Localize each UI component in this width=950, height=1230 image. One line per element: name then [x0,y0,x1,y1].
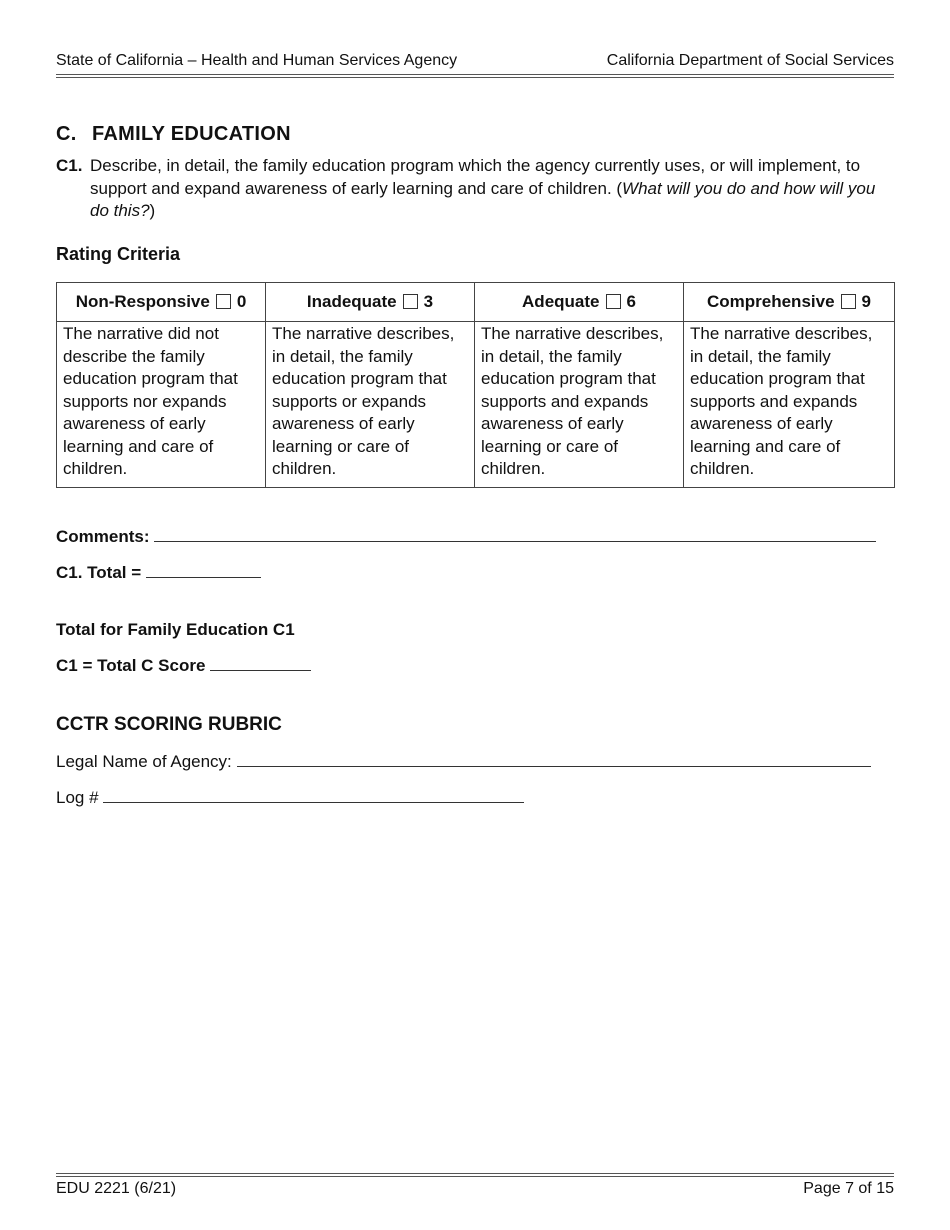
question-number: C1. [56,156,83,175]
rating-description-comprehensive: The narrative describes, in detail, the family education program that supports and expands awareness of early learning and care of children. [684,322,895,488]
total-c-score-row [56,656,311,676]
header-department: California Department of Social Services [606,52,894,69]
comments-field[interactable] [154,527,876,542]
rating-table [56,282,895,488]
rating-label: Adequate [522,292,600,311]
c1-total-field[interactable] [146,563,261,578]
log-number-field[interactable] [103,788,524,803]
rating-score: 6 [626,292,636,311]
page-footer [56,1180,894,1198]
section-letter: C. [56,123,77,145]
total-c-score-field[interactable] [210,656,311,671]
rating-header-inadequate [266,283,475,322]
rating-label: Non-Responsive [75,292,210,311]
agency-name-label: Legal Name of Agency: [56,752,232,771]
score-checkbox-nonresponsive[interactable] [216,294,231,309]
header-agency: State of California – Health and Human Services Agency [56,52,458,69]
rating-header-nonresponsive [57,283,266,322]
section-name: FAMILY EDUCATION [92,123,291,145]
comments-label: Comments: [56,527,150,546]
c1-total-label: C1. Total = [56,563,142,582]
form-number: EDU 2221 (6/21) [56,1180,177,1197]
question-c1 [56,155,894,223]
log-number-row [56,788,524,808]
score-checkbox-comprehensive[interactable] [841,294,856,309]
score-checkbox-adequate[interactable] [606,294,621,309]
rating-score: 9 [861,292,871,311]
header-rule [56,74,894,78]
c1-total-row [56,563,261,583]
rating-header-adequate [475,283,684,322]
question-body: Describe, in detail, the family education program which the agency currently uses, or will implement, to support and expand awareness of early learning and care of children. ( [90,156,861,198]
rating-description-inadequate: The narrative describes, in detail, the family education program that supports or expands awareness of early learning or care of children. [266,322,475,488]
rating-header-row [57,283,895,322]
question-italic: What will you do and how will you do this? [90,178,876,220]
question-close: ) [149,201,156,220]
footer-rule [56,1173,894,1177]
comments-row [56,527,876,547]
rating-label: Comprehensive [706,292,835,311]
cctr-rubric-title: CCTR SCORING RUBRIC [56,714,282,735]
page-number: Page 7 of 15 [803,1180,894,1197]
rating-description-nonresponsive: The narrative did not describe the family education program that supports nor expands awareness of early learning and care of children. [57,322,266,488]
page-header [56,52,894,70]
rating-score: 3 [423,292,434,311]
total-c-score-label: C1 = Total C Score [56,656,206,675]
rating-description-row [57,322,895,488]
log-number-label: Log # [56,788,99,807]
form-page [56,0,894,1230]
question-text [90,155,894,223]
agency-name-row [56,752,871,772]
agency-name-field[interactable] [237,752,871,767]
rating-score: 0 [236,292,247,311]
score-checkbox-inadequate[interactable] [403,294,418,309]
section-title [56,123,291,146]
total-family-education-label: Total for Family Education C1 [56,620,295,639]
rating-label: Inadequate [306,292,397,311]
rating-criteria-title: Rating Criteria [56,244,181,264]
rating-header-comprehensive [684,283,895,322]
rating-description-adequate: The narrative describes, in detail, the family education program that supports and expands awareness of early learning or care of children. [475,322,684,488]
